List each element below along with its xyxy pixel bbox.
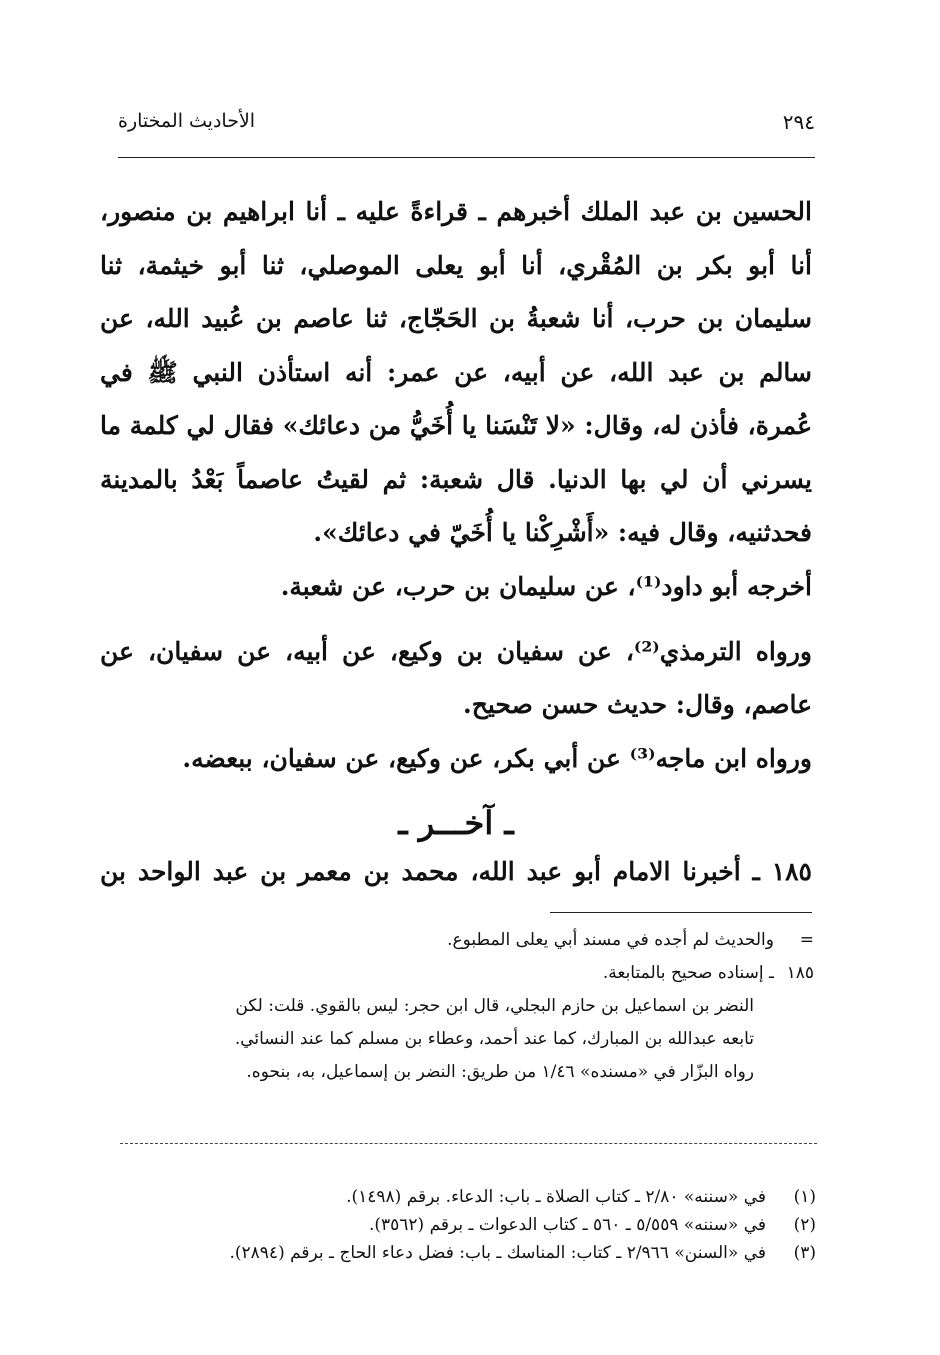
book-title: الأحاديث المختارة <box>118 110 256 132</box>
footnote-3 <box>140 1239 816 1267</box>
note-carry-text: والحديث لم أجده في مسند أبي يعلى المطبوع. <box>447 930 774 950</box>
footnote-number: (١) <box>793 1187 816 1207</box>
hadith-text-block <box>100 185 812 560</box>
footnote-number: (٢) <box>793 1215 816 1235</box>
section-heading: ـ آخـــر ـ <box>398 804 514 842</box>
note-carry-line <box>96 924 814 957</box>
running-header <box>118 110 815 142</box>
takhrij-abu-dawud: أخرجه أبو داود⁽¹⁾، عن سليمان بن حرب، عن شعبة. <box>280 572 812 601</box>
takhrij-ibn-majah: ورواه ابن ماجه⁽³⁾ عن أبي بكر، عن وكيع، عن سفيان، ببعضه. <box>182 744 812 773</box>
note-185-line-1: النضر بن اسماعيل بن حازم البجلي، قال ابن حجر: ليس بالقوي. قلت: لكن <box>235 996 754 1016</box>
note-185-line-2: تابعه عبدالله بن المبارك، كما عند أحمد، وعطاء بن مسلم كما عند النسائي. <box>234 1029 754 1049</box>
footnote-text: في «السنن» ٢/٩٦٦ ـ كتاب: المناسك ـ باب: فضل دعاء الحاج ـ برقم (٢٨٩٤). <box>229 1243 766 1263</box>
hadith-text: الحسين بن عبد الملك أخبرهم ـ قراءةً عليه ـ أنا ابراهيم بن منصور، أنا أبو بكر بن المُقْري، أنا أبو يعلى الموصلي، ثنا أبو خيثمة، ثنا سليمان بن حرب، أنا شعبةُ بن الحَجّاج، ثنا عاصم بن عُبيد الله، عن سالم بن عبد الله، عن أبيه، عن عمر: أنه استأذن النبي ﷺ في عُمرة، فأذن له، وقال: «لا تَنْسَنا يا أُخَيُّ من دعائك» فقال لي كلمة ما يسرني أن لي بها الدنيا. قال شعبة: ثم لقيتُ عاصماً بَعْدُ بالمدينة فحدثنيه، وقال فيه: «أَشْرِكْنا يا أُخَيّ في دعائك». <box>100 197 812 547</box>
takhrij-tirmidhi: ورواه الترمذي⁽²⁾، عن سفيان بن وكيع، عن أبيه، عن سفيان، عن عاصم، وقال: حديث حسن صحيح. <box>100 637 812 719</box>
header-rule <box>118 157 815 158</box>
footnote-number: (٣) <box>793 1243 816 1263</box>
note-185-head-line <box>96 957 814 990</box>
note-185-line-3: رواه البزّار في «مسنده» ١/٤٦ من طريق: النضر بن إسماعيل، به، بنحوه. <box>246 1062 754 1082</box>
footnote-1 <box>140 1183 816 1211</box>
footnote-2 <box>140 1211 816 1239</box>
page-number: ٢٩٤ <box>782 110 815 134</box>
next-hadith-start: ١٨٥ ـ أخبرنا الامام أبو عبد الله، محمد بن معمر بن عبد الواحد بن <box>100 857 812 886</box>
note-carry-mark: = <box>799 930 814 950</box>
footnote-separator-rule <box>120 1143 817 1144</box>
footnote-text: في «سننه» ٥/٥٥٩ ـ ٥٦٠ ـ كتاب الدعوات ـ برقم (٣٥٦٢). <box>368 1215 766 1235</box>
note-185-head: ـ إسناده صحيح بالمتابعة. <box>602 963 774 983</box>
footnotes <box>140 1183 816 1267</box>
notes-separator-rule <box>550 912 812 913</box>
footnote-text: في «سننه» ٢/٨٠ ـ كتاب الصلاة ـ باب: الدعاء. برقم (١٤٩٨). <box>346 1187 766 1207</box>
note-185-number: ١٨٥ <box>786 963 814 983</box>
editor-notes <box>96 924 814 1089</box>
